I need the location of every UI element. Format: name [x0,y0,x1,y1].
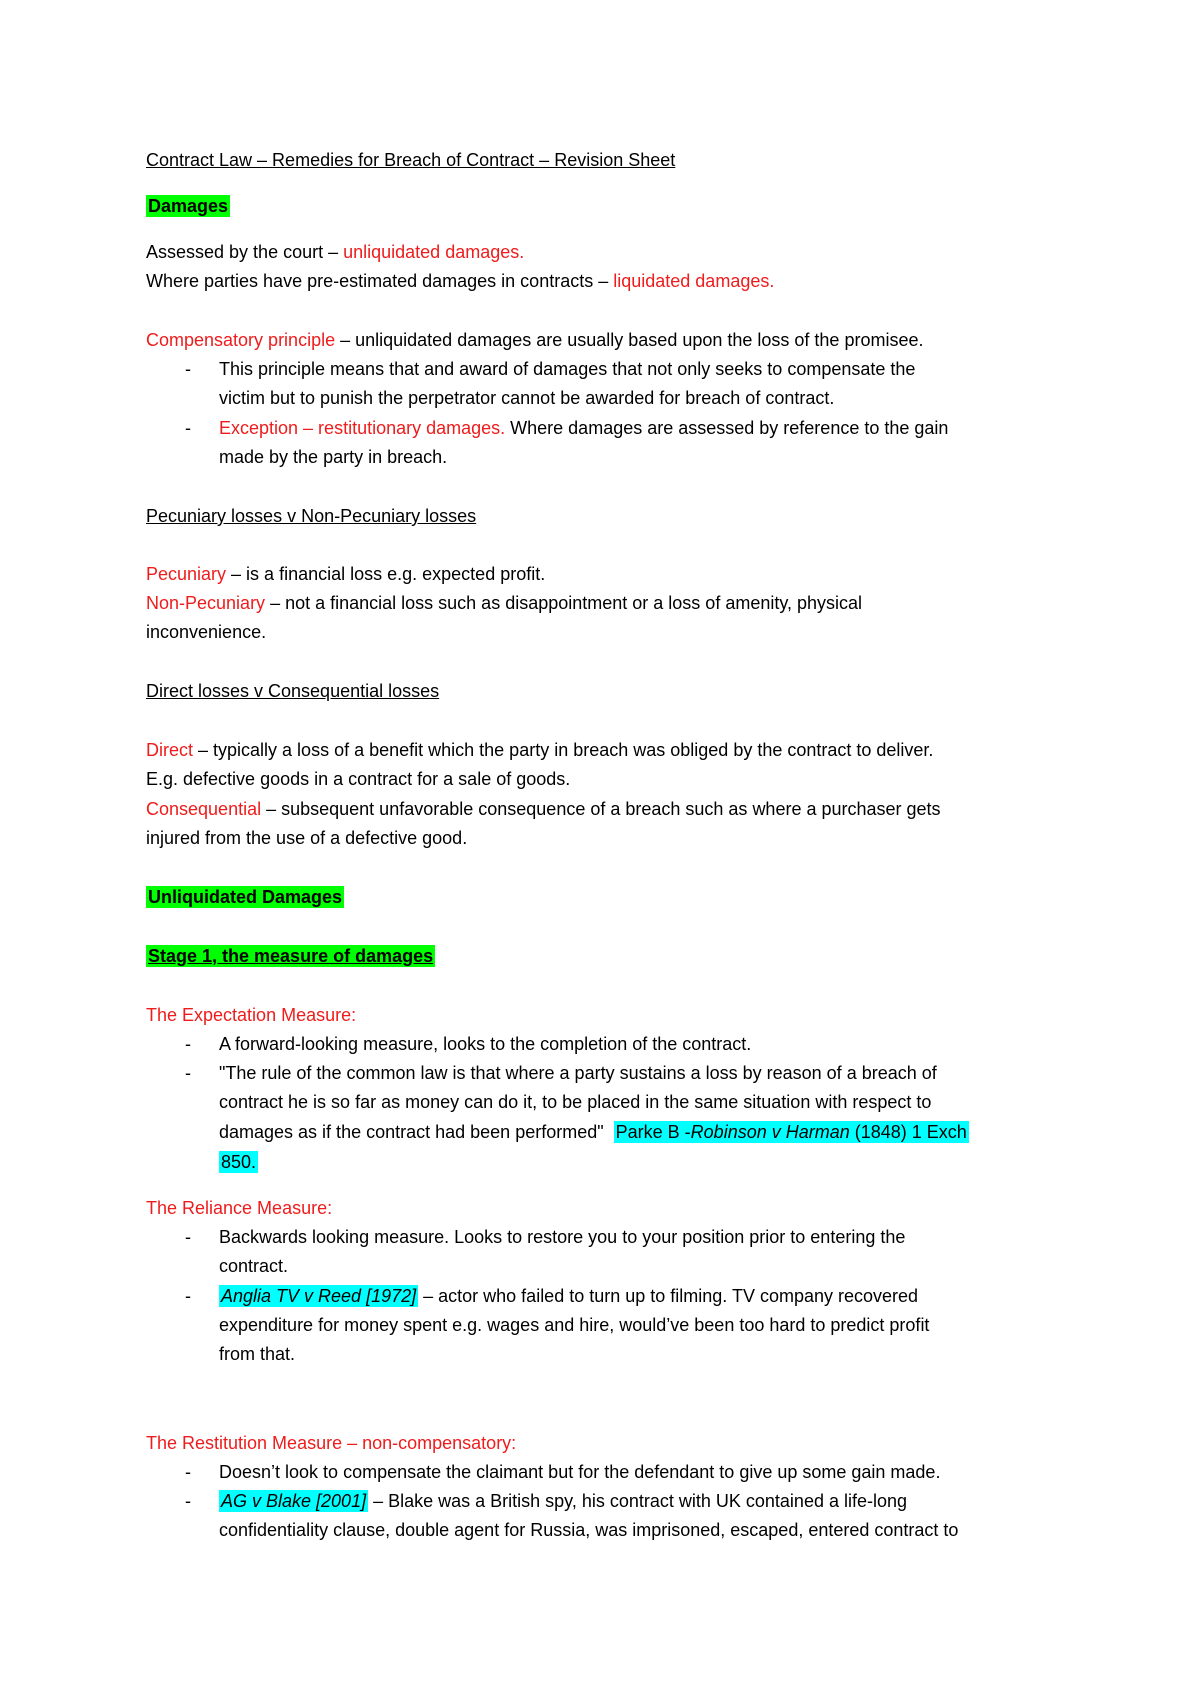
case-citation: Anglia TV v Reed [1972] [221,1286,417,1306]
case-citation: AG v Blake [2001] [221,1491,367,1511]
restitution-heading: The Restitution Measure – non-compensatory: [146,1433,517,1453]
bullet-dash: - [185,1063,191,1083]
expectation-quote-line3: damages as if the contract had been performed" Parke B -Robinson v Harman (1848) 1 Exch [219,1122,967,1142]
restitution-bullet1: Doesn’t look to compensate the claimant but for the defendant to give up some gain made. [219,1462,941,1482]
expectation-bullet1: A forward-looking measure, looks to the completion of the contract. [219,1034,752,1054]
expectation-citation-line2: 850. [221,1152,257,1172]
where-parties-line: Where parties have pre-estimated damages in contracts – liquidated damages. [146,271,775,291]
pecuniary-line: Pecuniary – is a financial loss e.g. expected profit. [146,564,546,584]
section-heading-damages: Damages [148,196,229,216]
pecuniary-heading: Pecuniary losses v Non-Pecuniary losses [146,506,477,526]
comp-bullet1-line2: victim but to punish the perpetrator cannot be awarded for breach of contract. [219,388,835,408]
reliance-bullet2-line1: Anglia TV v Reed [1972] – actor who failed to turn up to filming. TV company recovered [221,1286,919,1306]
comp-bullet2-line1: Exception – restitutionary damages. Where damages are assessed by reference to the gain [219,418,949,438]
bullet-dash: - [185,1227,191,1247]
assessed-line: Assessed by the court – unliquidated damages. [146,242,525,262]
compensatory-principle-line: Compensatory principle – unliquidated damages are usually based upon the loss of the promisee. [146,330,924,350]
consequential-line: Consequential – subsequent unfavorable consequence of a breach such as where a purchaser gets [146,799,941,819]
non-pecuniary-line2: inconvenience. [146,622,267,642]
section-heading-unliquidated: Unliquidated Damages [148,887,343,907]
comp-bullet1-line1: This principle means that and award of damages that not only seeks to compensate the [219,359,916,379]
page-title: Contract Law – Remedies for Breach of Contract – Revision Sheet [146,150,676,170]
restitution-bullet2-line1: AG v Blake [2001] – Blake was a British spy, his contract with UK contained a life-long [221,1491,908,1511]
consequential-line2: injured from the use of a defective good. [146,828,468,848]
bullet-dash: - [185,1034,191,1054]
bullet-dash: - [185,418,191,438]
reliance-heading: The Reliance Measure: [146,1198,333,1218]
expectation-quote-line1: "The rule of the common law is that where a party sustains a loss by reason of a breach of [219,1063,937,1083]
section-heading-stage1: Stage 1, the measure of damages [148,946,434,966]
expectation-quote-line2: contract he is so far as money can do it, to be placed in the same situation with respect to [219,1092,932,1112]
bullet-dash: - [185,1286,191,1306]
reliance-bullet1-line1: Backwards looking measure. Looks to restore you to your position prior to entering the [219,1227,906,1247]
bullet-dash: - [185,1491,191,1511]
direct-heading: Direct losses v Consequential losses [146,681,440,701]
bullet-dash: - [185,359,191,379]
non-pecuniary-line: Non-Pecuniary – not a financial loss such as disappointment or a loss of amenity, physical [146,593,863,613]
reliance-bullet2-line2: expenditure for money spent e.g. wages and hire, would’ve been too hard to predict profit [219,1315,930,1335]
direct-line2: E.g. defective goods in a contract for a sale of goods. [146,769,571,789]
comp-bullet2-line2: made by the party in breach. [219,447,448,467]
expectation-heading: The Expectation Measure: [146,1005,357,1025]
bullet-dash: - [185,1462,191,1482]
reliance-bullet1-line2: contract. [219,1256,289,1276]
case-citation: Parke B -Robinson v Harman (1848) 1 Exch [615,1122,967,1142]
direct-line: Direct – typically a loss of a benefit which the party in breach was obliged by the contract to deliver. [146,740,934,760]
reliance-bullet2-line3: from that. [219,1344,296,1364]
restitution-bullet2-line2: confidentiality clause, double agent for Russia, was imprisoned, escaped, entered contract to [219,1520,959,1540]
